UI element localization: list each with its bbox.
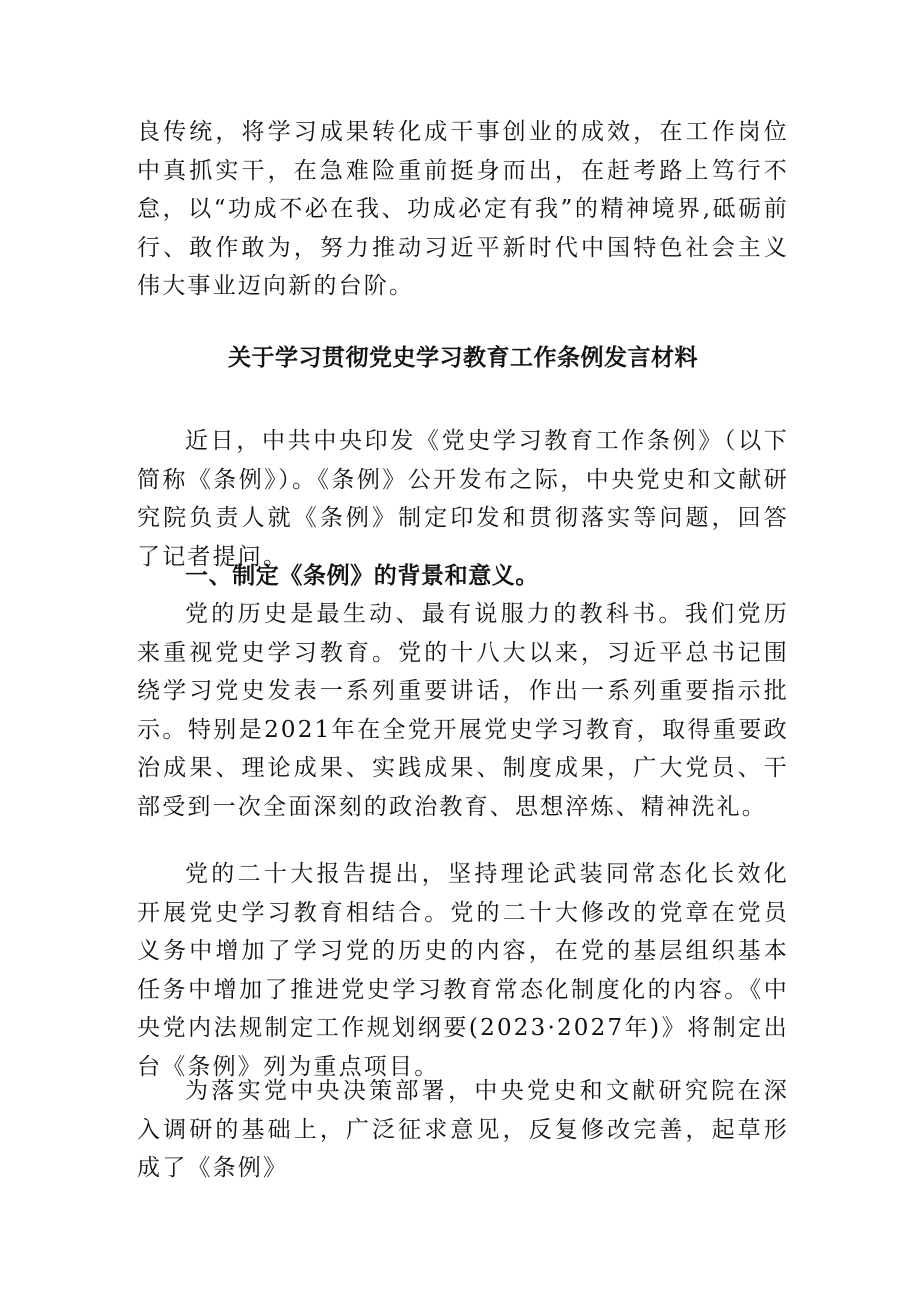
body-paragraph-2: 党的二十大报告提出，坚持理论武装同常态化长效化开展党史学习教育相结合。党的二十大修改的党章在党员义务中增加了学习党的历史的内容，在党的基层组织基本任务中增加了推进党史学习教育常态化制度化的内容。《中央党内法规制定工作规划纲要(2023·2027年)》将制定出台《条例》列为重点项目。	[137, 861, 789, 1080]
intro-paragraph: 近日，中共中央印发《党史学习教育工作条例》（以下简称《条例》）。《条例》公开发布之际，中央党史和文献研究院负责人就《条例》制定印发和贯彻落实等问题，回答了记者提问。	[137, 428, 789, 570]
section-heading: 一、制定《条例》的背景和意义。	[185, 563, 539, 589]
document-title: 关于学习贯彻党史学习教育工作条例发言材料	[228, 345, 698, 371]
body-paragraph-3: 为落实党中央决策部署，中央党史和文献研究院在深入调研的基础上，广泛征求意见，反复修改完善，起草形成了《条例》	[137, 1078, 789, 1181]
body-paragraph-1: 党的历史是最生动、最有说服力的教科书。我们党历来重视党史学习教育。党的十八大以来，习近平总书记围绕学习党史发表一系列重要讲话，作出一系列重要指示批示。特别是2021年在全党开展党史学习教育，取得重要政治成果、理论成果、实践成果、制度成果，广大党员、干部受到一次全面深刻的政治教育、思想淬炼、精神洗礼。	[137, 601, 789, 820]
continuation-paragraph: 良传统，将学习成果转化成干事创业的成效，在工作岗位中真抓实干，在急难险重前挺身而出，在赶考路上笃行不怠，以“功成不必在我、功成必定有我”的精神境界,砥砺前行、敢作敢为，努力推动习近平新时代中国特色社会主义伟大事业迈向新的台阶。	[137, 119, 789, 299]
